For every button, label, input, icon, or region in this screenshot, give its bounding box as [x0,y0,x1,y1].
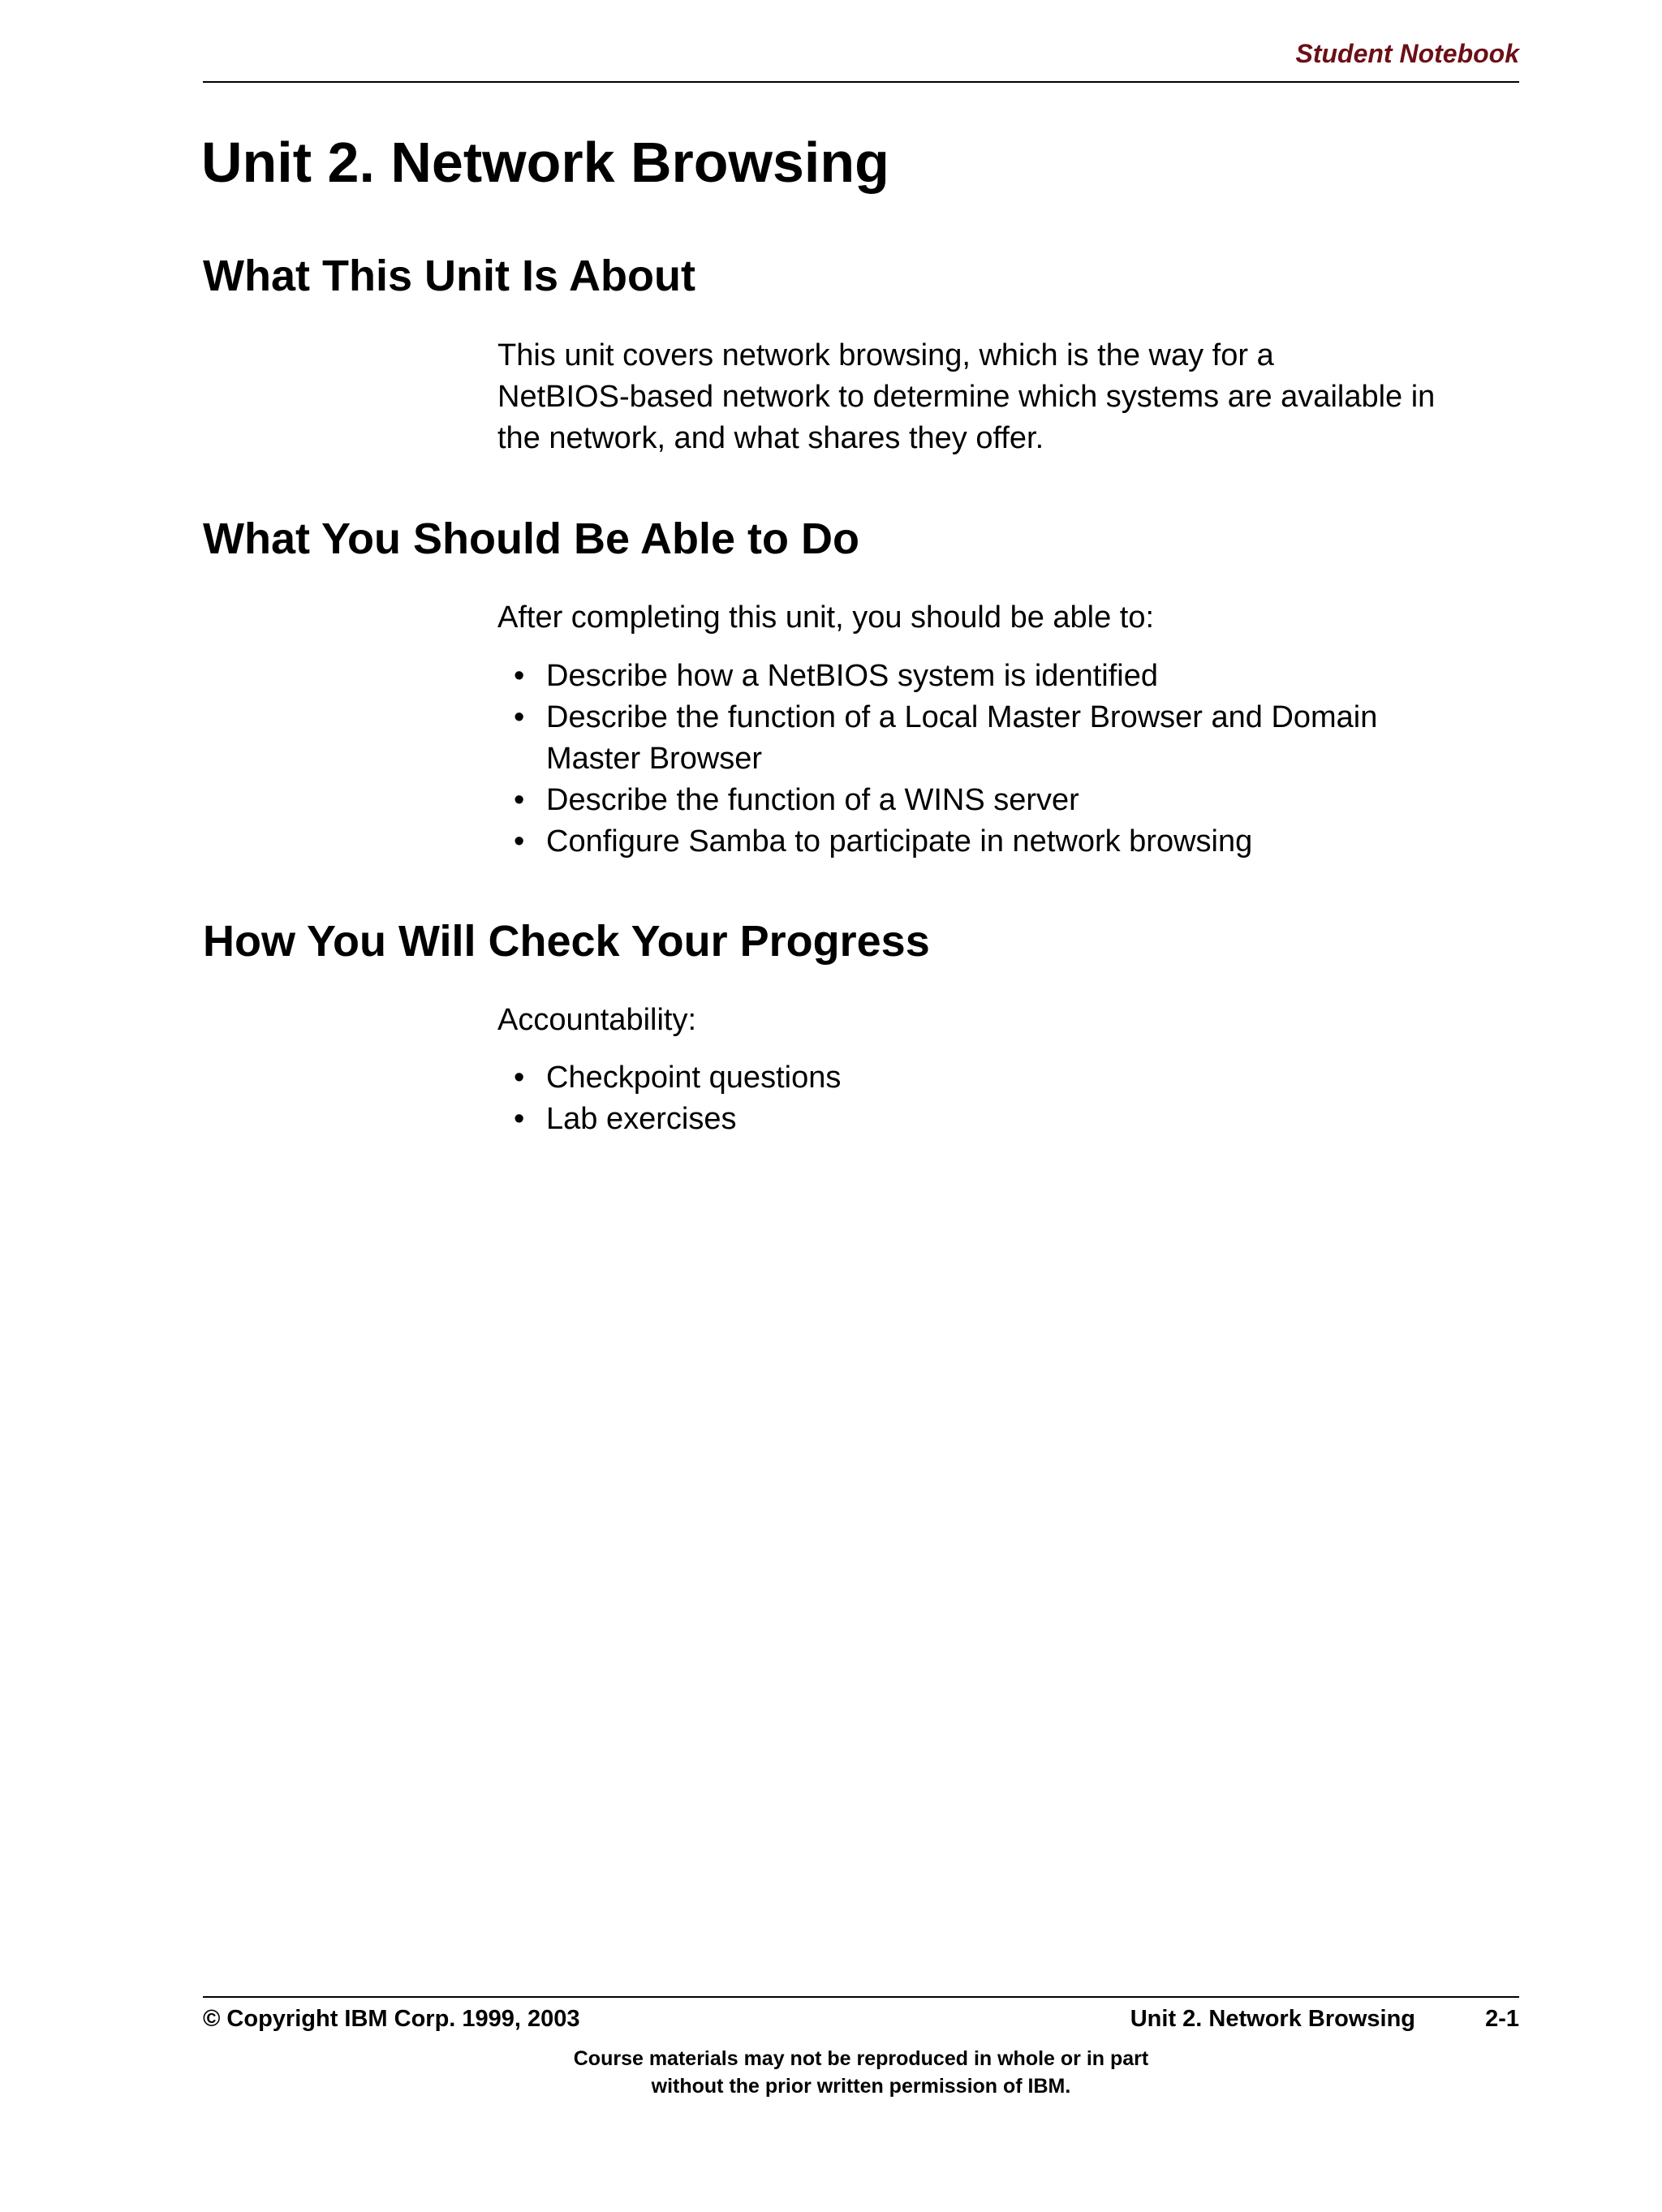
bullet-icon: • [514,1061,525,1095]
objectives-intro-text: After completing this unit, you should be able to: [497,600,1155,635]
header-student-notebook: Student Notebook [1295,39,1519,68]
list-item-text: Configure Samba to participate in network browsing [546,824,1253,859]
list-item-text: Master Browser [546,742,763,776]
about-paragraph [497,335,1520,459]
bullet-icon: • [514,1102,525,1136]
footer-notice-line: Course materials may not be reproduced in whole or in part [573,2047,1149,2070]
section-heading-objectives: What You Should Be Able to Do [203,514,859,563]
section-heading-about: What This Unit Is About [203,252,695,300]
progress-list [497,1057,1520,1140]
list-item [497,821,1520,863]
bullet-icon: • [514,659,525,693]
bullet-icon: • [514,700,525,734]
about-line: the network, and what shares they offer. [497,421,1044,455]
about-line: NetBIOS-based network to determine which systems are available in [497,380,1436,414]
list-item [497,1057,1520,1099]
list-item-text: Describe how a NetBIOS system is identified [546,659,1158,693]
footer-divider [203,1996,1519,1998]
progress-intro [497,1000,1520,1041]
list-item [497,697,1520,780]
footer-unit-label: Unit 2. Network Browsing [1130,2006,1415,2032]
list-item-text: Checkpoint questions [546,1061,842,1095]
list-item [497,656,1520,697]
footer-notice [203,2045,1519,2100]
list-item-text: Lab exercises [546,1102,737,1136]
bullet-icon: • [514,824,525,859]
list-item [497,1099,1520,1140]
about-line: This unit covers network browsing, which is the way for a [497,338,1274,372]
list-item-text: Describe the function of a Local Master Browser and Domain [546,700,1378,734]
objectives-intro [497,597,1520,639]
bullet-icon: • [514,783,525,817]
footer-page-number: 2-1 [1485,2006,1519,2032]
unit-title: Unit 2. Network Browsing [201,131,889,194]
footer-copyright: © Copyright IBM Corp. 1999, 2003 [203,2006,580,2032]
objectives-list [497,656,1520,863]
footer-notice-line: without the prior written permission of IBM. [651,2075,1071,2098]
list-item-text: Describe the function of a WINS server [546,783,1079,817]
header-divider [203,81,1519,83]
progress-intro-text: Accountability: [497,1003,697,1037]
list-item [497,780,1520,821]
section-heading-progress: How You Will Check Your Progress [203,917,930,966]
